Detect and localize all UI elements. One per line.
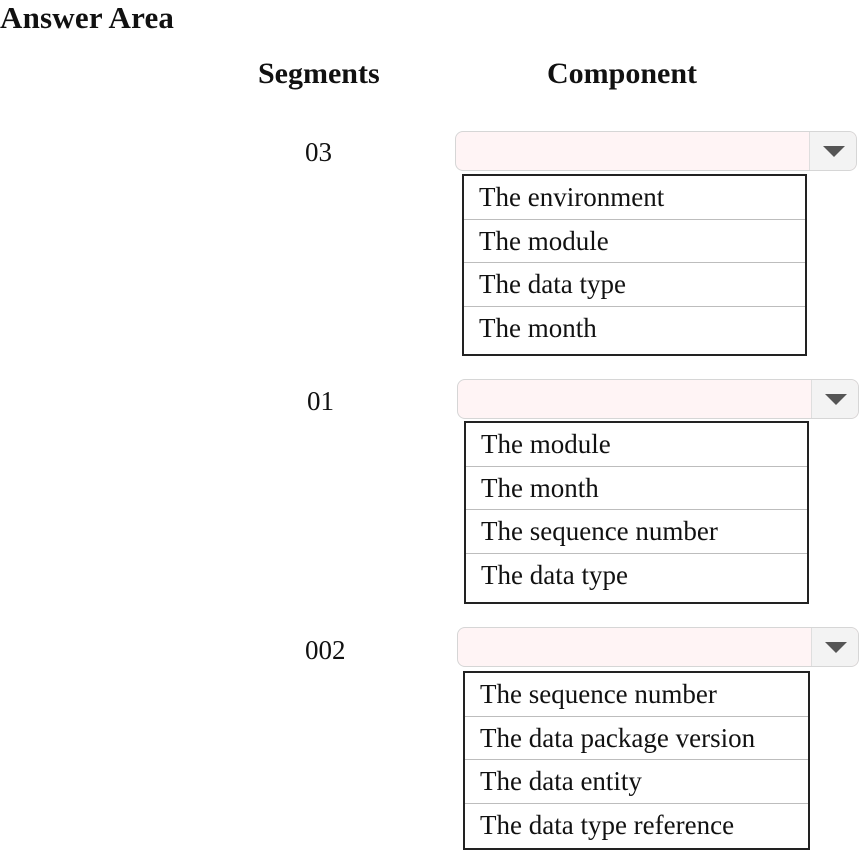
option-item[interactable]: The module bbox=[464, 220, 805, 264]
segment-label: 01 bbox=[307, 386, 334, 416]
component-dropdown[interactable] bbox=[455, 131, 857, 171]
option-item[interactable]: The month bbox=[479, 312, 597, 343]
component-header: Component bbox=[547, 57, 698, 90]
options-list bbox=[463, 671, 810, 850]
chevron-down-icon bbox=[823, 146, 845, 157]
answer-area-title: Answer Area bbox=[0, 0, 175, 35]
chevron-down-icon bbox=[825, 642, 847, 653]
option-item[interactable]: The environment bbox=[464, 176, 805, 220]
dropdown-toggle[interactable] bbox=[809, 132, 856, 170]
option-item[interactable]: The data type bbox=[481, 559, 628, 590]
component-dropdown[interactable] bbox=[457, 627, 859, 667]
segments-header: Segments bbox=[258, 57, 380, 90]
component-dropdown[interactable] bbox=[457, 379, 859, 419]
options-list bbox=[462, 174, 807, 356]
dropdown-toggle[interactable] bbox=[811, 380, 858, 418]
option-item[interactable]: The module bbox=[466, 423, 807, 467]
segment-label: 03 bbox=[305, 137, 332, 167]
option-item[interactable]: The data package version bbox=[465, 717, 808, 761]
option-item[interactable]: The data type reference bbox=[480, 809, 735, 840]
dropdown-toggle[interactable] bbox=[811, 628, 858, 666]
chevron-down-icon bbox=[825, 394, 847, 405]
segment-label: 002 bbox=[305, 635, 346, 665]
options-list bbox=[464, 421, 809, 604]
option-item[interactable]: The data type bbox=[464, 263, 805, 307]
option-item[interactable]: The data entity bbox=[465, 760, 808, 804]
option-item[interactable]: The sequence number bbox=[465, 673, 808, 717]
option-item[interactable]: The sequence number bbox=[466, 510, 807, 554]
option-item[interactable]: The month bbox=[466, 467, 807, 511]
